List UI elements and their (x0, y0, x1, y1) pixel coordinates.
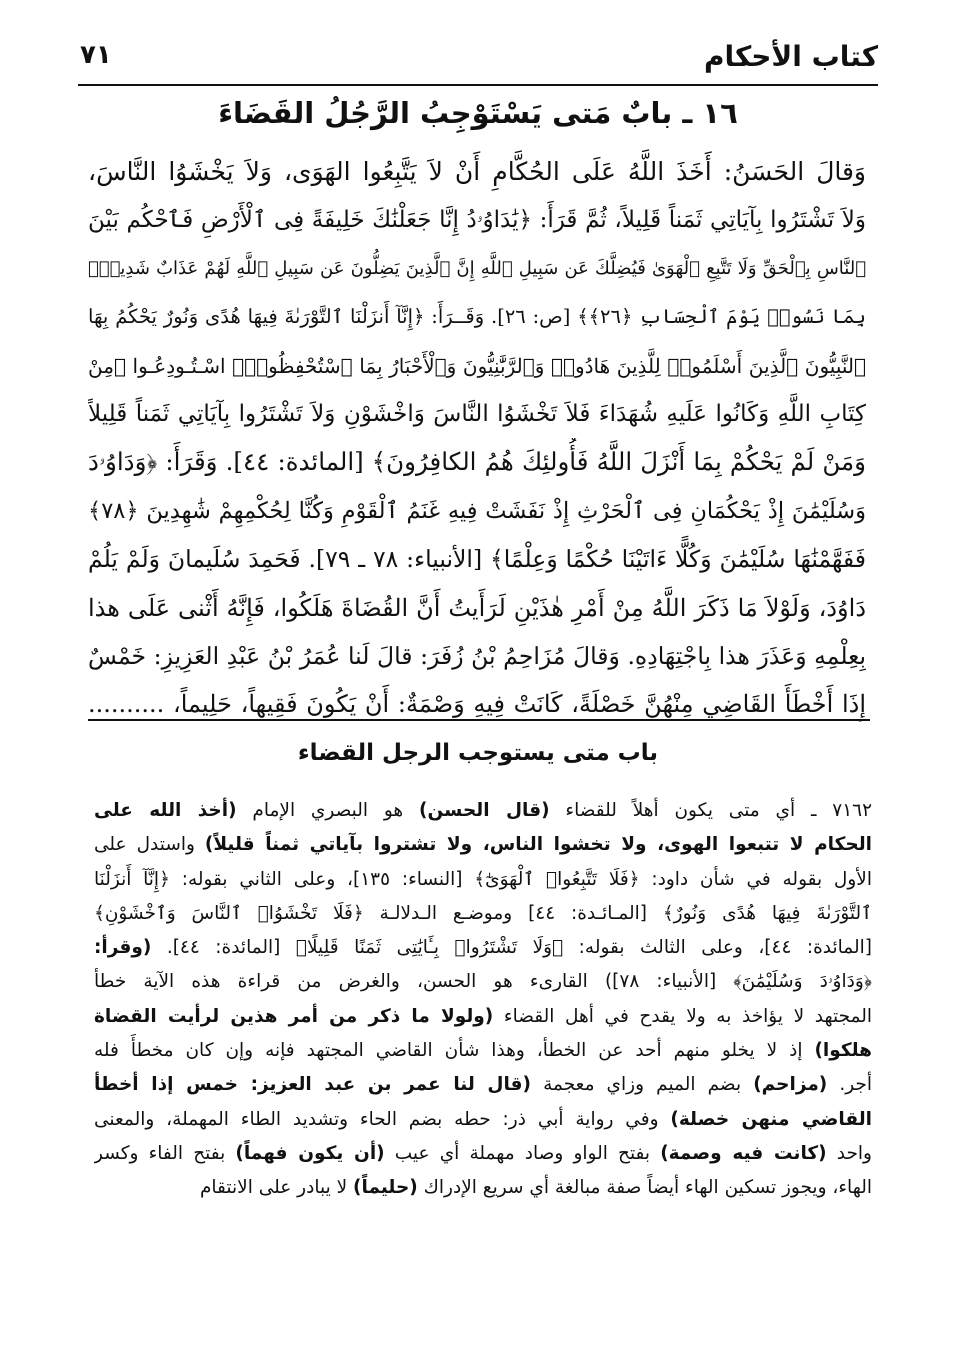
quoted-hadith-phrase: (أن يكون فهماً) (235, 1142, 385, 1164)
quoted-hadith-phrase: (ولولا ما ذكر من أمر هذين لرأيت القضاة (94, 1005, 494, 1027)
section-divider (88, 719, 870, 721)
quoted-hadith-phrase: هلكوا) (814, 1040, 872, 1062)
text-line: وَقالَ الحَسَنُ: أَخَذَ اللَّهُ عَلَى الحُكَّامِ أَنْ لاَ يَتَّبِعُوا الهَوَى، وَلاَ يَخْشَوُا النَّاسَ، (88, 157, 866, 186)
quoted-hadith-phrase: (حليماً) (353, 1177, 418, 1199)
text-line: إِذَا أَخْطَأَ القَاضِي مِنْهُنَّ خَصْلَةً، كَانَتْ فِيهِ وَصْمَةٌ: أَنْ يَكُونَ فَقِيهاً، حَلِيماً، .......... (88, 690, 866, 719)
commentary-phrase: بفتح الواو وصاد مهملة أي عيب (384, 1142, 661, 1164)
commentary-phrase: ٧١٦٢ ـ أي متى يكون أهلاً للقضاء (549, 800, 872, 821)
text-line: وَمَنْ لَمْ يَحْكُمْ بِمَا أَنْزَلَ اللَّهُ فَأُولئِكَ هُمُ الكافِرُونَ﴾ [المائدة: ٤٤]. وَقَرَأَ: ﴿وَدَاوُۥدَ (88, 447, 866, 477)
commentary-phrase: هو البصري الإمام (236, 800, 420, 821)
commentary-line (94, 1103, 872, 1137)
book-title: كتاب الأحكام (703, 40, 878, 73)
quoted-hadith-phrase: (أخذ الله على (94, 800, 237, 821)
quoted-hadith-phrase: القاضي منهن خصلة) (670, 1108, 872, 1130)
commentary-phrase: إذ لا يخلو منهم أحد عن الخطأ، وهذا شأن القاضي المجتهد فإنه وإن كان مخطأً فله (94, 1040, 815, 1062)
commentary-heading: باب متى يستوجب الرجل القضاء (297, 740, 659, 766)
text-line: كِتَابِ اللَّهِ وَكَانُوا عَلَيهِ شُهَدَاءَ فَلاَ تَخْشَوُا النَّاسَ وَاخْشَوْنِ وَلاَ تَشْتَرُوا بِآيَاتِي ثَمَناً قَلِيلاً (88, 400, 866, 427)
text-line: بِمَا نَسُوا۟ يَوْمَ ٱلْحِسَابِ ﴿٢٦﴾﴾ [ص: ٢٦]. وَقَــرَأَ: ﴿إِنَّآ أَنزَلْنَا ٱلتَّوْرَىٰةَ فِيهَا هُدًى وَنُورٌ يَحْكُمُ بِهَا (88, 305, 866, 329)
commentary-line (94, 1000, 872, 1034)
text-line: ٱلنَّبِيُّونَ ٱلَّذِينَ أَسْلَمُوا۟ لِلَّذِينَ هَادُوا۟ وَٱلرَّبَّٰنِيُّونَ وَٱلْأَحْبَارُ بِمَا ٱسْتُحْفِظُوا۟﴾ اسْـتُـودِعُـوا ﴿مِنْ (88, 353, 866, 378)
quoted-hadith-phrase: (قال لنا عمر بن عبد العزيز: خمس إذا أخطأ (94, 1074, 531, 1096)
commentary-line (94, 931, 872, 965)
commentary-line (94, 1034, 872, 1068)
hadith-text (88, 148, 866, 729)
quoted-hadith-phrase: (كانت فيه وصمة) (660, 1142, 827, 1164)
text-line: ٱلنَّاسِ بِٱلْحَقِّ وَلَا تَتَّبِعِ ٱلْهَوَىٰ فَيُضِلَّكَ عَن سَبِيلِ ٱللَّهِ إِنَّ ٱلَّذِينَ يَضِلُّونَ عَن سَبِيلِ ٱللَّهِ لَهُمْ عَذَابٌ شَدِيدٌۢ (88, 257, 866, 279)
commentary-phrase: وفي رواية أبي ذر: حطه بضم الحاء وتشديد الطاء المهملة، والمعنى (94, 1108, 671, 1130)
commentary-phrase: ﴿وَدَاوُۥدَ وَسُلَيْمَٰنَ﴾ [الأنبياء: ٧٨]) القارىء هو الحسن، والغرض من قراءة هذه الآية خطأ (94, 971, 872, 993)
chapter-heading: ١٦ ـ بابٌ مَتى يَسْتَوْجِبُ الرَّجُلُ القَضَاءَ (218, 96, 738, 130)
commentary-line (94, 1068, 872, 1102)
commentary-text (94, 794, 872, 1206)
commentary-phrase: لا يبادر على الانتقام (199, 1177, 354, 1199)
quoted-hadith-phrase: الحكام لا تتبعوا الهوى، ولا تخشوا الناس، ولا تشتروا بآياتي ثمناً قليلاً) (204, 834, 872, 856)
header-rule (78, 84, 878, 86)
commentary-phrase: واحد (826, 1142, 872, 1164)
text-line: وَلاَ تَشْتَرُوا بِآيَاتِي ثَمَناً قَلِيلاً، ثُمَّ قَرَأَ: ﴿يَٰدَاوُۥدُ إِنَّا جَعَلْنَٰكَ خَلِيفَةً فِى ٱلْأَرْضِ فَٱحْكُم بَيْنَ (88, 207, 866, 234)
commentary-phrase: بضم الميم وزاي معجمة (531, 1074, 754, 1096)
commentary-line (94, 828, 872, 862)
commentary-line (94, 1171, 872, 1205)
commentary-phrase: ٱلتَّوْرَىٰةَ فِيهَا هُدًى وَنُورٌ﴾ [المـائـدة: ٤٤] وموضـع الـدلالـة ﴿فَلَا تَخْشَوُا۟ ٱلنَّاسَ وَٱخْشَوْنِ﴾ (94, 902, 872, 924)
commentary-phrase: المجتهد لا يؤاخذ به ولا يقدح في أهل القضاء (493, 1005, 872, 1027)
running-header (80, 40, 878, 82)
text-line: فَفَهَّمْنَٰهَا سُلَيْمَٰنَ وَكُلًّا ءَاتَيْنَا حُكْمًا وَعِلْمًا﴾ [الأنبياء: ٧٨ ـ ٧٩]. فَحَمِدَ سُلَيمانَ وَلَمْ يَلُمْ (88, 545, 866, 574)
commentary-phrase: [المائدة: ٤٤]، وعلى الثالث بقوله: ﴿وَلَا تَشْتَرُوا۟ بِـَٔايَٰتِى ثَمَنًا قَلِيلًا﴾ [المائدة: ٤٤]. (151, 937, 872, 959)
commentary-phrase: واستدل على (94, 834, 205, 856)
text-line: دَاوُدَ، وَلَوْلاَ مَا ذَكَرَ اللَّهُ مِنْ أَمْرِ هٰذَيْنِ لَرَأَيتُ أَنَّ القُضَاةَ هَلَكُوا، فَإِنَّهُ أَثْنى عَلَى هذا (88, 593, 866, 622)
quoted-hadith-phrase: (وقرأ: (94, 937, 152, 959)
page-number: ٧١ (80, 40, 112, 70)
commentary-phrase: أجر. (827, 1074, 872, 1096)
commentary-line (94, 794, 872, 828)
commentary-line (94, 863, 872, 897)
text-line: بِعِلْمِهِ وَعَذَرَ هذا بِاجْتِهَادِهِ. وَقالَ مُزَاحِمُ بْنُ زُفَرَ: قالَ لَنا عُمَرُ بْنُ عَبْدِ العَزِيزِ: خَمْسٌ (88, 641, 866, 670)
text-line: وَسُلَيْمَٰنَ إِذْ يَحْكُمَانِ فِى ٱلْحَرْثِ إِذْ نَفَشَتْ فِيهِ غَنَمُ ٱلْقَوْمِ وَكُنَّا لِحُكْمِهِمْ شَٰهِدِينَ ﴿٧٨﴾ (88, 497, 866, 524)
commentary-line (94, 965, 872, 999)
commentary-phrase: الأول بقوله في شأن داود: ﴿فَلَا تَتَّبِعُوا۟ ٱلْهَوَىٰٓ﴾ [النساء: ١٣٥]، وعلى الثاني بقوله: ﴿إِنَّآ أَنزَلْنَا (94, 868, 872, 890)
commentary-line (94, 1137, 872, 1171)
commentary-phrase: بفتح الفاء وكسر (94, 1142, 236, 1164)
quoted-hadith-phrase: (قال الحسن) (419, 800, 550, 821)
commentary-phrase: الهاء، ويجوز تسكين الهاء أيضاً صفة مبالغة أي سريع الإدراك (417, 1177, 872, 1199)
quoted-hadith-phrase: (مزاحم) (753, 1074, 828, 1096)
commentary-line (94, 897, 872, 931)
